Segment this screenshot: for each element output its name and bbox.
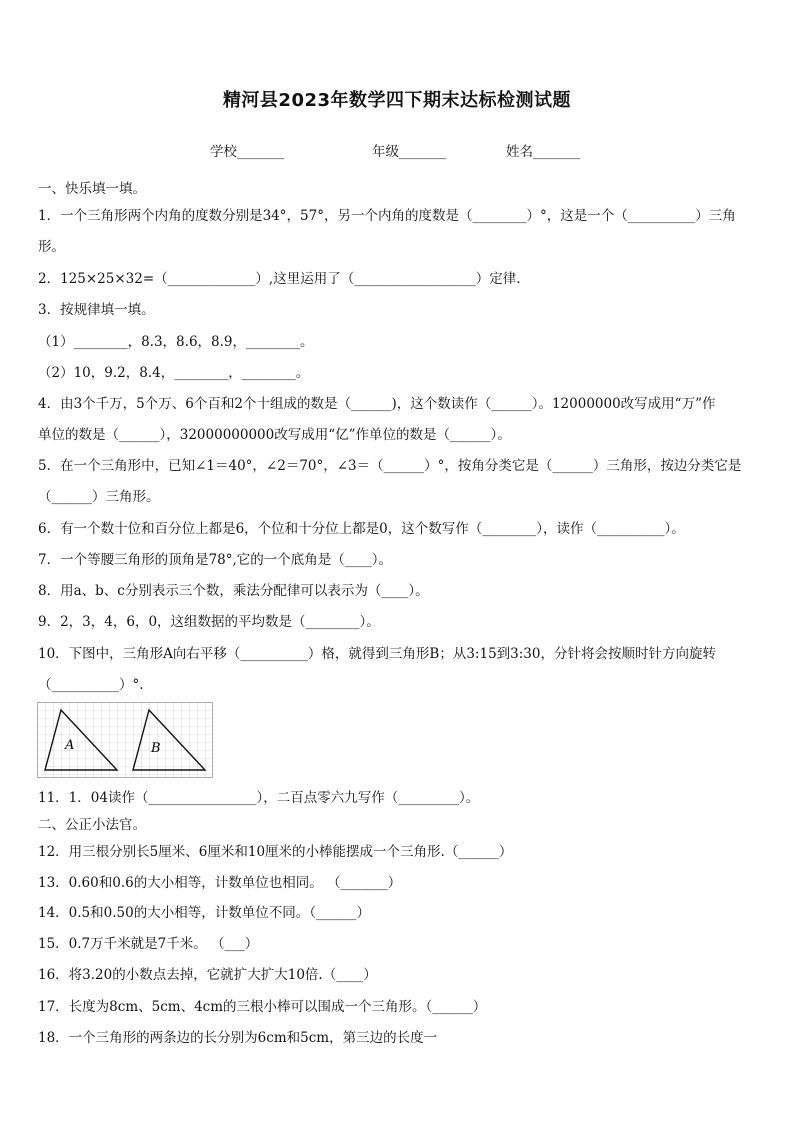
question-3-part-1: （1）________，8.3，8.6，8.9，________。: [38, 334, 314, 350]
school-field: 学校_______: [210, 144, 285, 160]
question-4-cont: 单位的数是（______），32000000000改写成用“亿”作单位的数是（______）。: [38, 427, 511, 443]
page-title: 精河县2023年数学四下期末达标检测试题: [222, 90, 572, 111]
triangle-b-label: B: [151, 741, 161, 756]
triangle-a-label: A: [65, 738, 75, 753]
triangle-grid-figure: [37, 702, 213, 778]
question-1-cont: 形。: [38, 239, 65, 255]
grade-field: 年级_______: [372, 144, 447, 160]
question-3: 3．按规律填一填。: [38, 302, 155, 318]
question-4: 4．由3个千万，5个万、6个百和2个十组成的数是（______)，这个数读作（______）。12000000改写成用“万”作: [38, 396, 716, 412]
section-1-heading: 一、快乐填一填。: [38, 181, 146, 197]
question-16: 16．将3.20的小数点去掉，它就扩大扩大10倍.（____）: [38, 967, 377, 983]
question-11: 11．1．04读作（________________），二百点零六九写作（_________）。: [38, 790, 480, 806]
question-18: 18．一个三角形的两条边的长分别为6cm和5cm，第三边的长度一: [38, 1030, 438, 1046]
question-8: 8．用a、b、c分别表示三个数，乘法分配律可以表示为（____）。: [38, 583, 429, 599]
question-10-cont: （__________）°.: [38, 677, 144, 693]
question-7: 7．一个等腰三角形的顶角是78°,它的一个底角是（____）。: [38, 552, 393, 568]
question-17: 17．长度为8cm、5cm、4cm的三根小棒可以围成一个三角形。（______）: [38, 999, 487, 1015]
question-15: 15．0.7万千米就是7千米。 （___）: [38, 936, 259, 952]
question-14: 14．0.5和0.50的大小相等，计数单位不同。（______）: [38, 905, 370, 921]
question-5-cont: （______）三角形。: [38, 489, 160, 505]
question-6: 6．有一个数十位和百分位上都是6，个位和十分位上都是0，这个数写作（________），读作（__________）。: [38, 521, 685, 537]
question-13: 13．0.60和0.6的大小相等，计数单位也相同。 （_______）: [38, 875, 402, 891]
question-9: 9．2，3，4，6，0，这组数据的平均数是（________）。: [38, 614, 380, 630]
question-5: 5．在一个三角形中，已知∠1＝40°，∠2＝70°，∠3＝（______）°，按角分类它是（______）三角形，按边分类它是: [38, 458, 742, 474]
question-12: 12．用三根分别长5厘米、6厘米和10厘米的小棒能摆成一个三角形.（______）: [38, 844, 513, 860]
question-1: 1．一个三角形两个内角的度数分别是34°，57°，另一个内角的度数是（________）°，这是一个（__________）三角: [38, 208, 736, 224]
question-2: 2．125×25×32=（_____________）,这里运用了（__________________）定律.: [38, 271, 521, 287]
section-2-heading: 二、公正小法官。: [38, 817, 146, 833]
name-field: 姓名_______: [506, 144, 581, 160]
question-10: 10．下图中，三角形A向右平移（__________）格，就得到三角形B；从3:15到3:30，分针将会按顺时针方向旋转: [38, 646, 716, 662]
question-3-part-2: （2）10，9.2，8.4，________，________。: [38, 365, 310, 381]
